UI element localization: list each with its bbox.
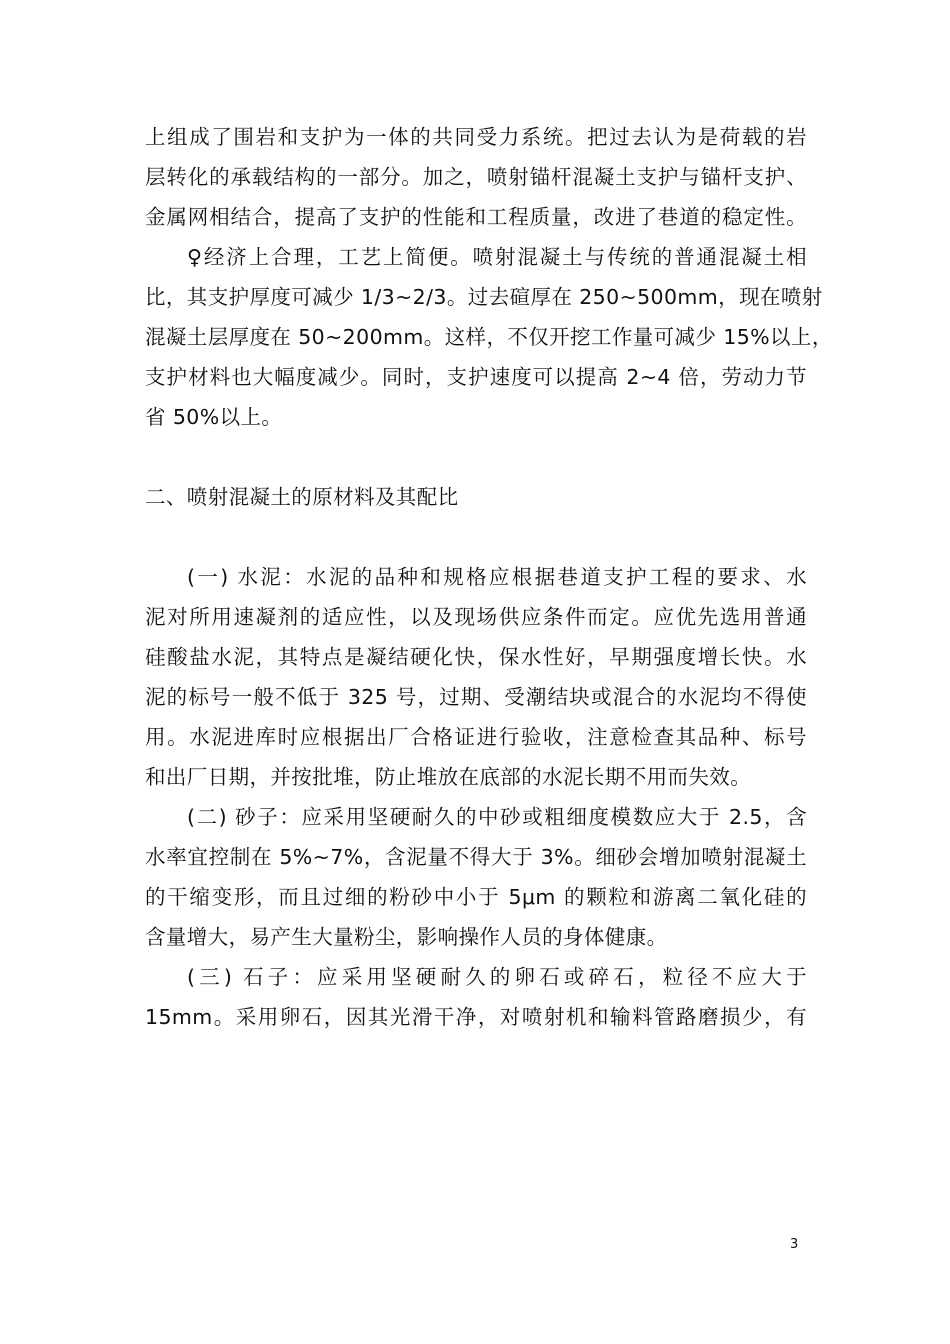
text-line: ♀经济上合理，工艺上简便。喷射混凝土与传统的普通混凝土相 — [187, 245, 807, 269]
text-line: (二) 砂子：应采用坚硬耐久的中砂或粗细度模数应大于 2.5，含 — [187, 805, 807, 829]
text-line: 的干缩变形，而且过细的粉砂中小于 5μm 的颗粒和游离二氧化硅的 — [145, 885, 807, 909]
section-heading — [145, 477, 807, 517]
text-line: 15mm。采用卵石，因其光滑干净，对喷射机和输料管路磨损少，有 — [145, 1005, 807, 1029]
text-line: 硅酸盐水泥，其特点是凝结硬化快，保水性好，早期强度增长快。水 — [145, 645, 807, 669]
text-line: 上组成了围岩和支护为一体的共同受力系统。把过去认为是荷载的岩 — [145, 125, 807, 149]
text-line: 支护材料也大幅度减少。同时，支护速度可以提高 2~4 倍，劳动力节 — [145, 365, 807, 389]
paragraph-cement — [145, 557, 807, 797]
paragraph-economic — [145, 237, 833, 437]
text-line: 层转化的承载结构的一部分。加之，喷射锚杆混凝土支护与锚杆支护、 — [145, 165, 807, 189]
paragraph-spacer — [145, 517, 807, 557]
document-body — [145, 117, 833, 1037]
text-line: 混凝土层厚度在 50~200mm。这样，不仅开挖工作量可减少 15%以上， — [145, 325, 833, 349]
text-line: 用。水泥进库时应根据出厂合格证进行验收，注意检查其品种、标号 — [145, 725, 807, 749]
text-line: (三) 石子：应采用坚硬耐久的卵石或碎石，粒径不应大于 — [187, 965, 807, 989]
paragraph-support-system — [145, 117, 807, 237]
section-heading-text: 二、喷射混凝土的原材料及其配比 — [145, 485, 459, 509]
page-number: 3 — [790, 1237, 799, 1252]
text-line: 含量增大，易产生大量粉尘，影响操作人员的身体健康。 — [145, 925, 668, 949]
text-line: 金属网相结合，提高了支护的性能和工程质量，改进了巷道的稳定性。 — [145, 205, 807, 229]
text-line: 比，其支护厚度可减少 1/3~2/3。过去碹厚在 250~500mm，现在喷射 — [145, 285, 823, 309]
paragraph-stone — [145, 957, 807, 1037]
text-line: 泥对所用速凝剂的适应性，以及现场供应条件而定。应优先选用普通 — [145, 605, 807, 629]
text-line: 泥的标号一般不低于 325 号，过期、受潮结块或混合的水泥均不得使 — [145, 685, 807, 709]
paragraph-sand — [145, 797, 807, 957]
text-line: (一) 水泥：水泥的品种和规格应根据巷道支护工程的要求、水 — [187, 565, 807, 589]
text-line: 省 50%以上。 — [145, 405, 283, 429]
text-line: 水率宜控制在 5%~7%，含泥量不得大于 3%。细砂会增加喷射混凝土 — [145, 845, 807, 869]
text-line: 和出厂日期，并按批堆，防止堆放在底部的水泥长期不用而失效。 — [145, 765, 752, 789]
paragraph-spacer — [145, 437, 807, 477]
